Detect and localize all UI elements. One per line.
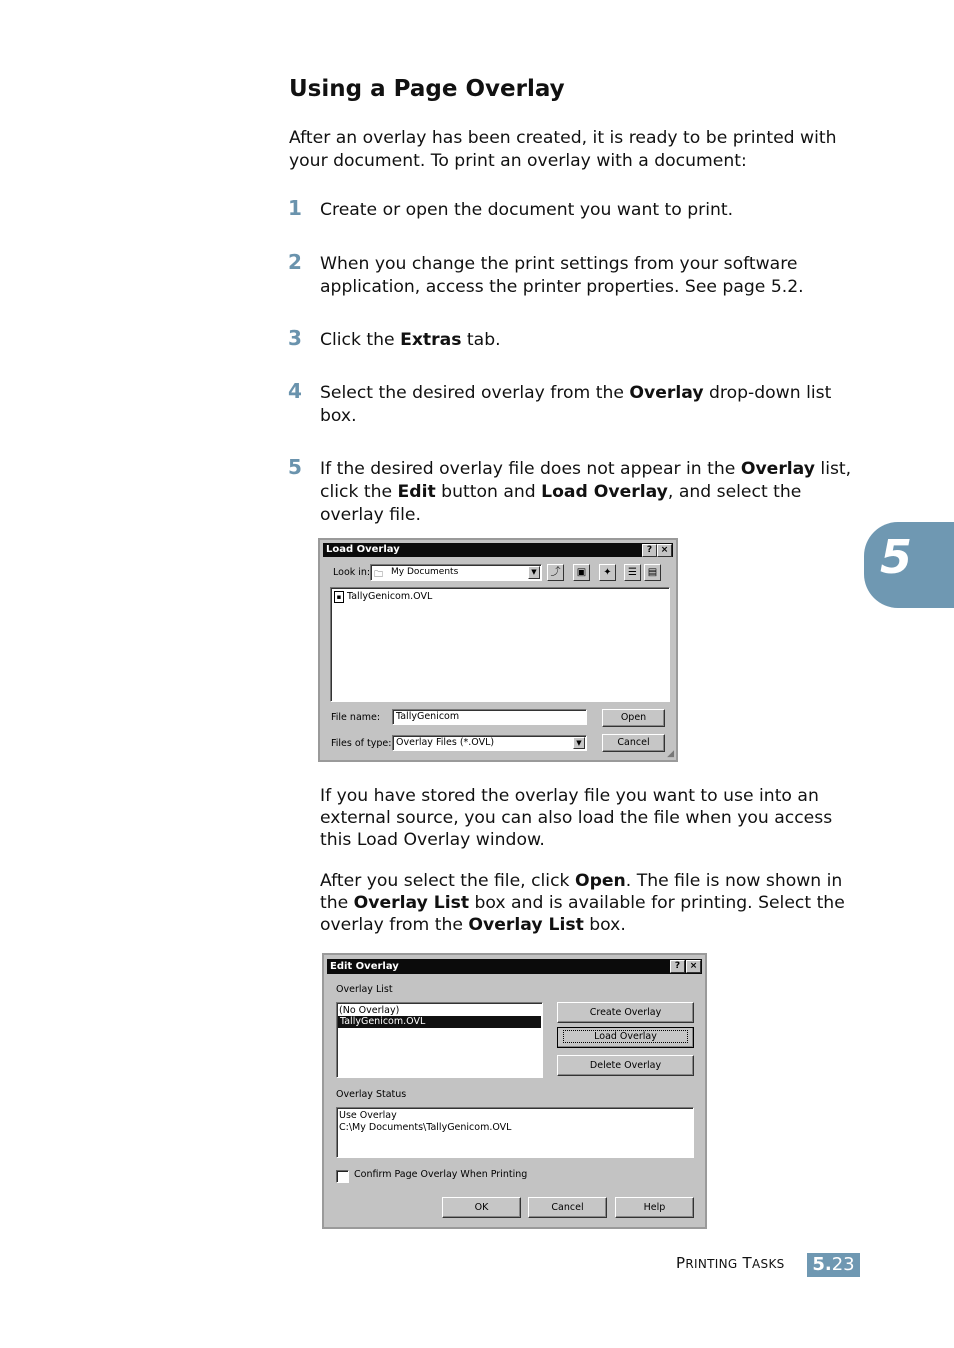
file-icon: ▪	[334, 591, 344, 603]
step-text: Select the desired overlay from the Overlay drop-down list box.	[320, 383, 832, 426]
dialog-title-bar	[327, 959, 702, 974]
load-overlay-dialog	[318, 538, 678, 762]
close-button[interactable]: ×	[686, 960, 701, 973]
dialog-title: Load Overlay	[326, 544, 400, 555]
delete-overlay-button[interactable]: Delete Overlay	[557, 1055, 694, 1076]
select-file-paragraph: After you select the file, click Open. The file is now shown in the Overlay List box and is available for printing. Select the overlay from the Overlay List box.	[320, 871, 845, 935]
step-number: 4	[288, 379, 302, 403]
list-item[interactable]: (No Overlay)	[339, 1005, 400, 1016]
chapter-number: 5	[880, 530, 913, 584]
file-list[interactable]	[330, 587, 670, 702]
step-text: Click the Extras tab.	[320, 330, 501, 350]
files-of-type-dropdown[interactable]	[392, 735, 587, 751]
overlay-list-label: Overlay List	[336, 984, 393, 995]
overlay-status-label: Overlay Status	[336, 1089, 407, 1100]
dialog-title-bar	[323, 543, 673, 557]
load-overlay-button[interactable]	[557, 1027, 694, 1048]
close-button[interactable]: ×	[657, 544, 672, 557]
overlay-status-box	[336, 1107, 694, 1158]
page-number: 5.23	[807, 1253, 860, 1277]
resize-grip-icon[interactable]: ◢	[667, 749, 674, 759]
step-number: 2	[288, 250, 302, 274]
step-text: If the desired overlay file does not appear in the Overlay list, click the Edit button and Load Overlay, and select the overlay file.	[320, 459, 852, 525]
confirm-checkbox[interactable]	[336, 1170, 349, 1183]
page-title: Using a Page Overlay	[289, 76, 565, 102]
file-name-label: File name:	[331, 712, 381, 723]
help-button[interactable]: ?	[642, 544, 657, 557]
help-text-button[interactable]: Help	[615, 1197, 694, 1218]
step-number: 1	[288, 196, 302, 220]
list-item-selected[interactable]: TallyGenicom.OVL	[338, 1016, 541, 1028]
step-number: 5	[288, 455, 302, 479]
create-overlay-button[interactable]: Create Overlay	[557, 1002, 694, 1023]
new-folder-icon[interactable]: ✦	[599, 564, 616, 581]
up-folder-icon[interactable]: ⤴	[547, 564, 564, 581]
file-name-input[interactable]	[392, 709, 587, 725]
files-of-type-value: Overlay Files (*.OVL)	[396, 737, 495, 748]
file-item[interactable]: TallyGenicom.OVL	[347, 591, 433, 602]
chevron-down-icon[interactable]: ▼	[573, 737, 585, 749]
cancel-button[interactable]: Cancel	[528, 1197, 607, 1218]
look-in-dropdown[interactable]	[370, 564, 542, 581]
step-text: Create or open the document you want to print.	[320, 200, 734, 220]
external-source-paragraph: If you have stored the overlay file you want to use into an external source, you can also load the file when you access this Load Overlay window.	[320, 786, 833, 850]
confirm-checkbox-label: Confirm Page Overlay When Printing	[354, 1169, 528, 1180]
step-text: When you change the print settings from your software application, access the printer properties. See page 5.2.	[320, 254, 804, 297]
open-button[interactable]: Open	[602, 709, 665, 727]
folder-icon: 🗀	[374, 570, 384, 580]
chevron-down-icon[interactable]: ▼	[528, 566, 540, 579]
edit-overlay-dialog	[322, 953, 707, 1229]
desktop-icon[interactable]: ▣	[573, 564, 590, 581]
load-overlay-button-label: Load Overlay	[563, 1030, 688, 1043]
status-path: C:\My Documents\TallyGenicom.OVL	[339, 1122, 512, 1133]
ok-button[interactable]: OK	[442, 1197, 521, 1218]
help-button[interactable]: ?	[670, 960, 685, 973]
cancel-button[interactable]: Cancel	[602, 734, 665, 752]
list-view-icon[interactable]: ☰	[624, 564, 641, 581]
look-in-value: My Documents	[391, 567, 459, 577]
step-number: 3	[288, 326, 302, 350]
status-line: Use Overlay	[339, 1110, 397, 1121]
overlay-list[interactable]	[336, 1002, 543, 1078]
footer-section-title: PRINTING TASKS	[676, 1254, 785, 1272]
look-in-label: Look in:	[333, 567, 371, 578]
dialog-title: Edit Overlay	[330, 961, 399, 972]
details-view-icon[interactable]: ▤	[644, 564, 661, 581]
files-of-type-label: Files of type:	[331, 738, 392, 749]
file-name-value: TallyGenicom	[396, 711, 460, 722]
intro-paragraph: After an overlay has been created, it is ready to be printed with your document. To print an overlay with a document:	[289, 128, 837, 171]
